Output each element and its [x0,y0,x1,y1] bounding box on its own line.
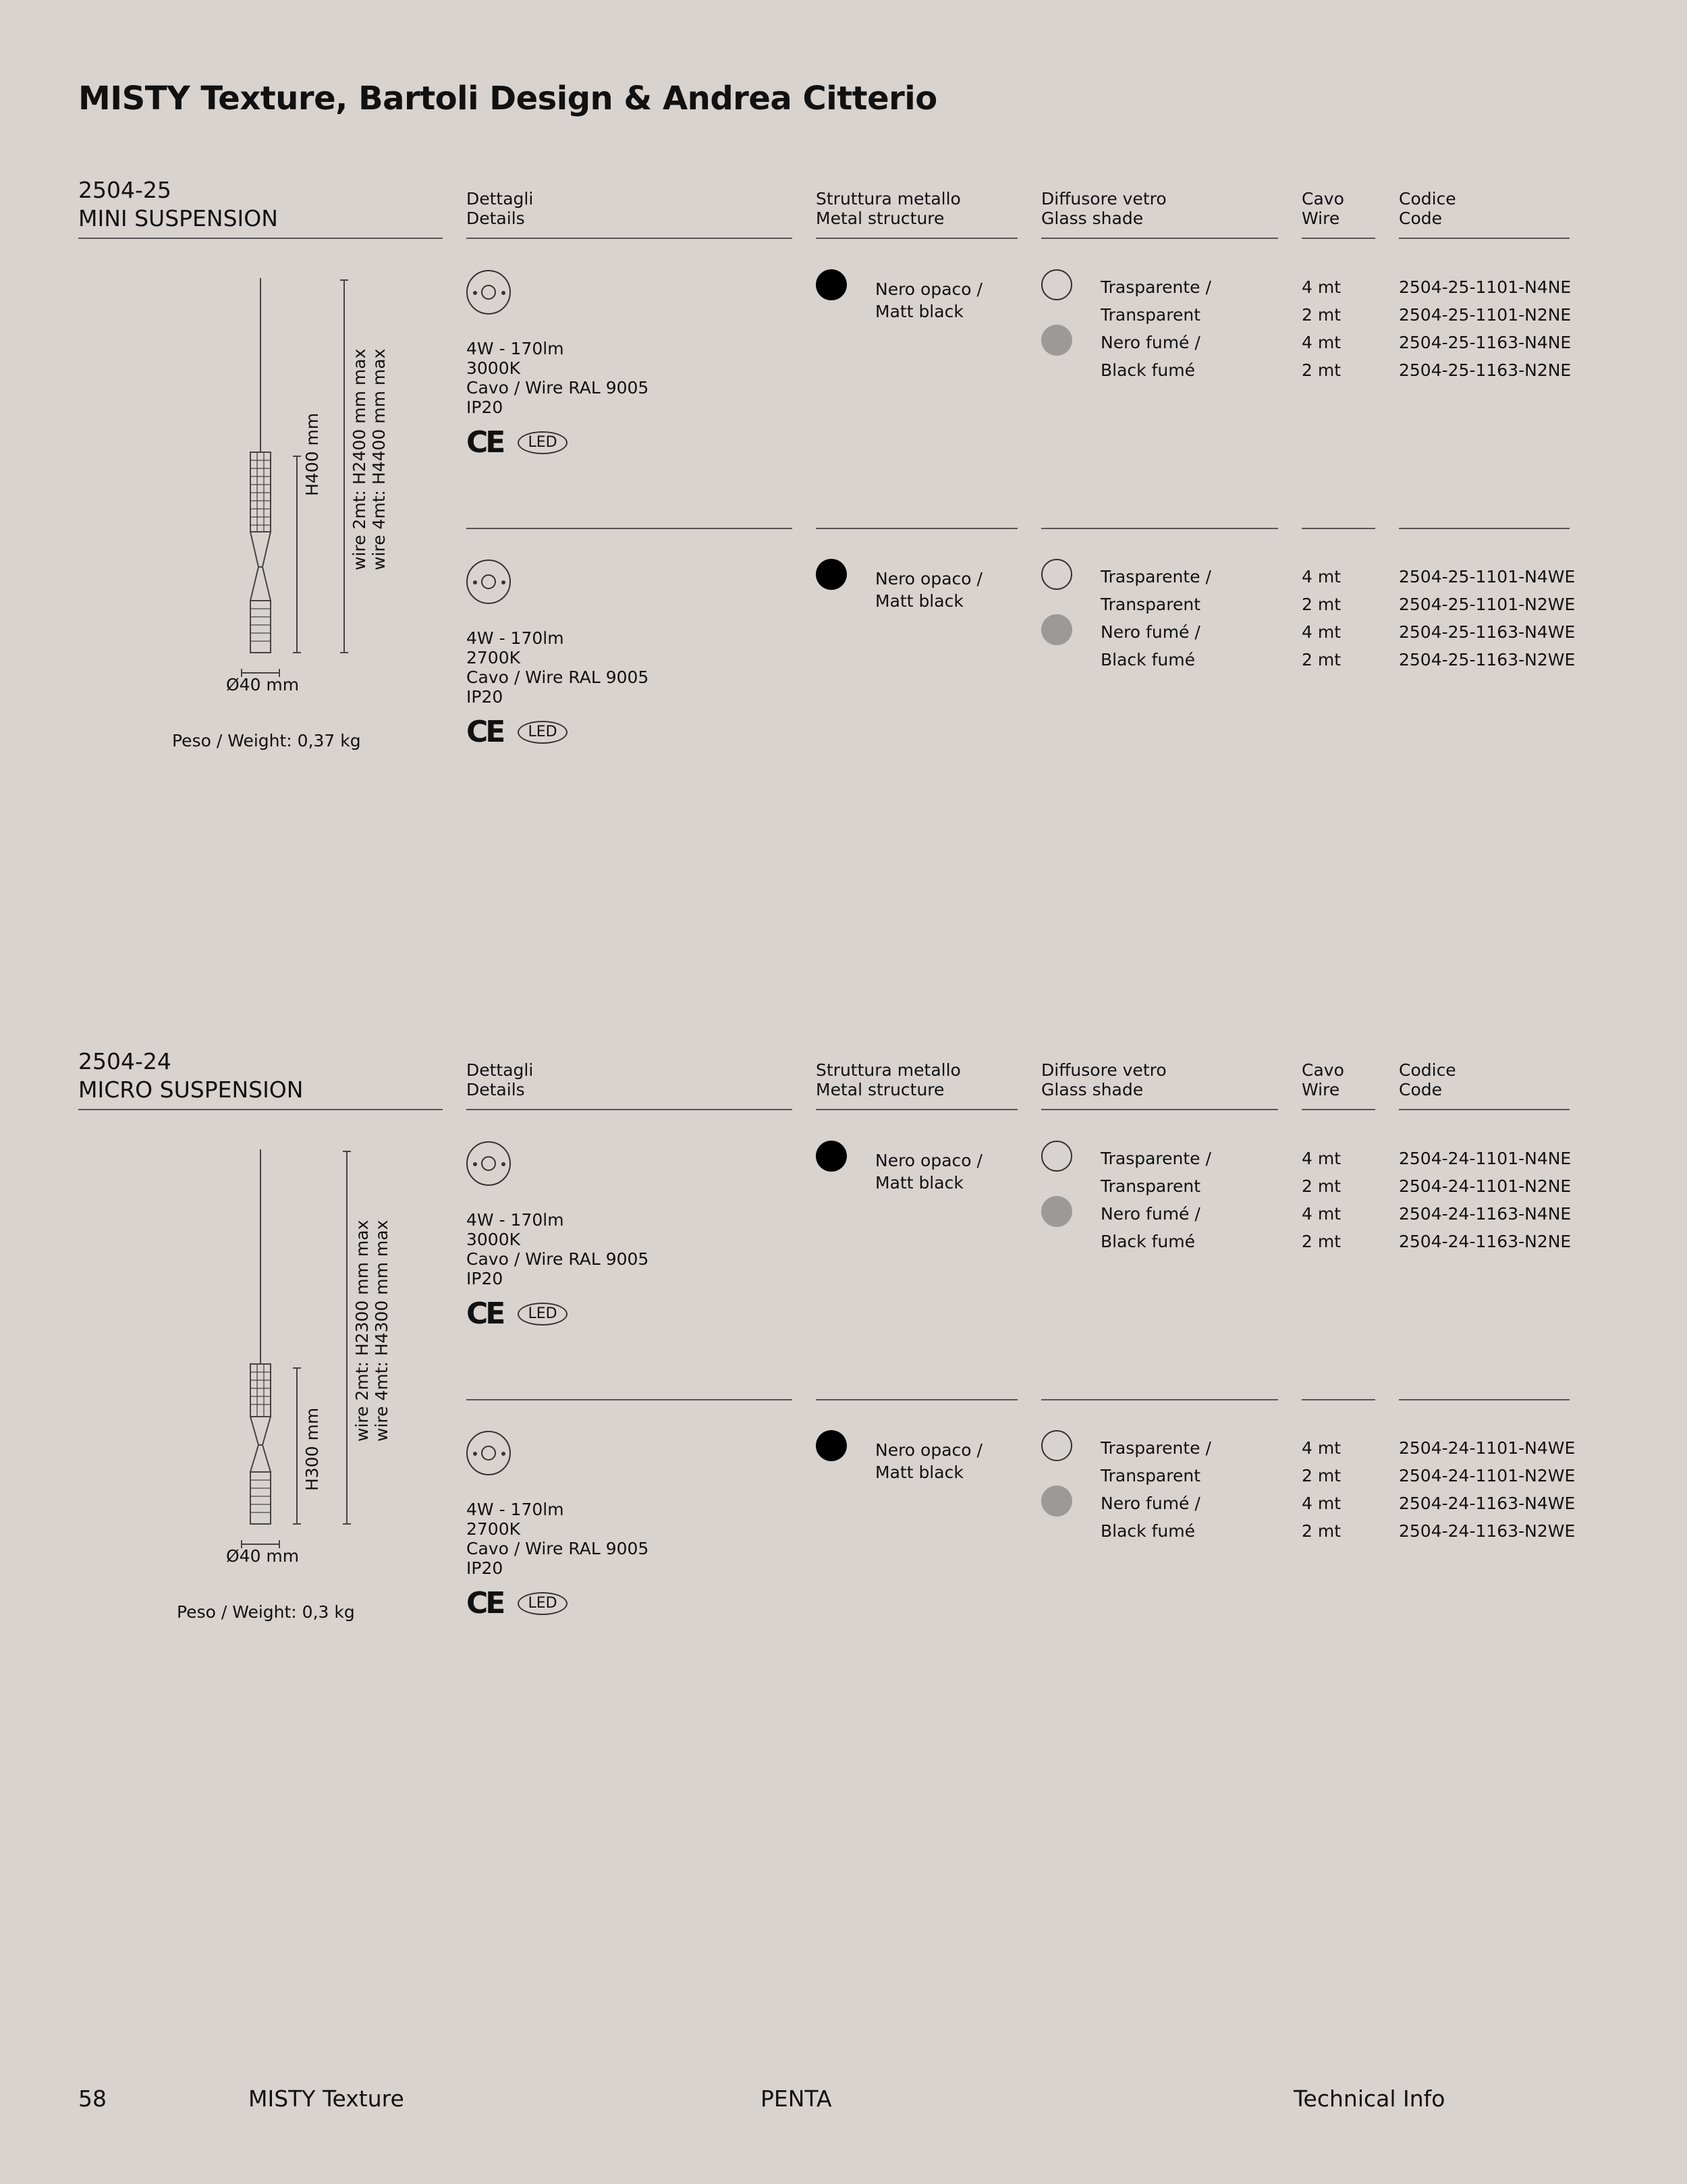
product-section-micro [0,871,1687,1681]
product-code: 2504-25 [78,177,171,203]
socket-icon [466,559,511,604]
transparent-swatch [1041,559,1072,590]
led-badge: LED [518,431,568,454]
black-fume-swatch [1041,325,1072,356]
black-fume-swatch [1041,614,1072,645]
wire-dimension: wire 2mt: H2300 mm max wire 4mt: H4300 mm max [352,1220,391,1442]
product-code-list: 2504-24-1101-N4NE 2504-24-1101-N2NE 2504-24-1163-N4NE 2504-24-1163-N2NE [1399,1149,1572,1251]
wire-length-list: 4 mt 2 mt 4 mt 2 mt [1302,277,1342,380]
divider [1041,1399,1278,1400]
divider [1302,238,1375,239]
divider [1399,238,1570,239]
divider [816,1399,1018,1400]
divider [1041,528,1278,529]
wire-length-list: 4 mt 2 mt 4 mt 2 mt [1302,1149,1342,1251]
product-code-list: 2504-25-1101-N4WE 2504-25-1101-N2WE 2504-25-1163-N4WE 2504-25-1163-N2WE [1399,567,1576,670]
divider [1302,1399,1375,1400]
header-metal-structure: Struttura metallo Metal structure [816,1060,961,1099]
ce-mark-icon: CE [466,425,503,460]
wire-dimension: wire 2mt: H2400 mm max wire 4mt: H4400 mm max [350,348,389,570]
matt-black-swatch [816,1430,847,1461]
led-badge: LED [518,721,568,744]
divider [1399,1109,1570,1110]
divider [1041,1109,1278,1110]
height-dimension: H300 mm [302,1407,322,1491]
product-code: 2504-24 [78,1048,171,1074]
header-glass-shade: Diffusore vetro Glass shade [1041,189,1167,228]
socket-icon [466,1141,511,1186]
header-code: Codice Code [1399,189,1456,228]
ce-mark-icon: CE [466,715,503,749]
details-specs: 4W - 170lm 3000K Cavo / Wire RAL 9005 IP20 [466,1210,649,1288]
divider [466,1109,792,1110]
divider [78,238,443,239]
weight: Peso / Weight: 0,37 kg [172,731,361,750]
divider [466,1399,792,1400]
diameter-dimension: Ø40 mm [226,1546,300,1566]
ce-mark-icon: CE [466,1296,503,1331]
product-name: MICRO SUSPENSION [78,1076,304,1103]
glass-finish-label: Trasparente / Transparent Nero fumé / Black fumé [1101,1438,1211,1541]
header-metal-structure: Struttura metallo Metal structure [816,189,961,228]
divider [466,238,792,239]
divider [816,1109,1018,1110]
metal-finish-label: Nero opaco / Matt black [875,1440,983,1482]
black-fume-swatch [1041,1485,1072,1517]
header-code: Codice Code [1399,1060,1456,1099]
header-details: Dettagli Details [466,1060,534,1099]
matt-black-swatch [816,1141,847,1172]
product-name: MINI SUSPENSION [78,205,278,231]
metal-finish-label: Nero opaco / Matt black [875,1151,983,1193]
divider [1399,528,1570,529]
glass-finish-label: Trasparente / Transparent Nero fumé / Black fumé [1101,567,1211,670]
details-specs: 4W - 170lm 2700K Cavo / Wire RAL 9005 IP20 [466,628,649,707]
divider [1041,238,1278,239]
footer-brand: PENTA [760,2085,832,2112]
divider [816,528,1018,529]
height-dimension: H400 mm [302,412,322,496]
page-number: 58 [78,2085,107,2112]
metal-finish-label: Nero opaco / Matt black [875,279,983,321]
divider [1399,1399,1570,1400]
weight: Peso / Weight: 0,3 kg [177,1602,355,1622]
wire-length-list: 4 mt 2 mt 4 mt 2 mt [1302,1438,1342,1541]
product-code-list: 2504-25-1101-N4NE 2504-25-1101-N2NE 2504-25-1163-N4NE 2504-25-1163-N2NE [1399,277,1572,380]
header-glass-shade: Diffusore vetro Glass shade [1041,1060,1167,1099]
divider [78,1109,443,1110]
socket-icon [466,1431,511,1475]
black-fume-swatch [1041,1196,1072,1227]
ce-mark-icon: CE [466,1586,503,1620]
divider [1302,1109,1375,1110]
transparent-swatch [1041,1141,1072,1172]
product-section-mini [0,0,1687,810]
divider [816,238,1018,239]
product-code-list: 2504-24-1101-N4WE 2504-24-1101-N2WE 2504-24-1163-N4WE 2504-24-1163-N2WE [1399,1438,1576,1541]
divider [466,528,792,529]
glass-finish-label: Trasparente / Transparent Nero fumé / Black fumé [1101,1149,1211,1251]
transparent-swatch [1041,1430,1072,1461]
divider [1302,528,1375,529]
led-badge: LED [518,1303,568,1326]
led-badge: LED [518,1592,568,1615]
matt-black-swatch [816,269,847,300]
details-specs: 4W - 170lm 3000K Cavo / Wire RAL 9005 IP20 [466,339,649,417]
page-title: MISTY Texture, Bartoli Design & Andrea Citterio [78,80,937,117]
header-wire: Cavo Wire [1302,189,1344,228]
header-details: Dettagli Details [466,189,534,228]
footer-collection: MISTY Texture [248,2085,404,2112]
diameter-dimension: Ø40 mm [226,675,300,694]
matt-black-swatch [816,559,847,590]
transparent-swatch [1041,269,1072,300]
glass-finish-label: Trasparente / Transparent Nero fumé / Black fumé [1101,277,1211,380]
metal-finish-label: Nero opaco / Matt black [875,569,983,611]
wire-length-list: 4 mt 2 mt 4 mt 2 mt [1302,567,1342,670]
socket-icon [466,270,511,315]
details-specs: 4W - 170lm 2700K Cavo / Wire RAL 9005 IP20 [466,1500,649,1578]
footer-section: Technical Info [1294,2085,1445,2112]
header-wire: Cavo Wire [1302,1060,1344,1099]
